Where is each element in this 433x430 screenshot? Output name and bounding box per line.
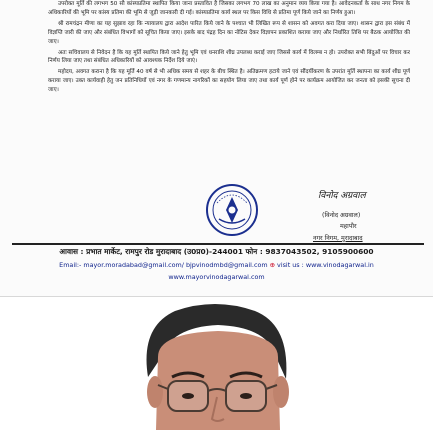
footer-address: आवास : प्रभात मार्केट, रामपुर रोड मुरादाबाद (उ0प्र0)-244001 फोन : 9837043502, 9105900600 [59, 247, 374, 256]
paragraph-4: महोदय, अवगत कराना है कि यह मूर्ति 40 वर्ष से भी अधिक समय से शहर के बीच स्थित है। अतिक्रमण हटाये जाने एवं सौंदर्यीकरण के उपरांत मूर्ति स्थापना का कार्य शीघ्र पूर्ण कराया जाए। उक्त कार्यवाही हेतु जन प्रतिनिधियों एवं नगर के गणमान्य नागरिकों का सहयोग लिया जाए तथा कार्य पूर्ण होने पर कार्यक्रम आयोजित कर जनता को इसकी सूचना दी जाए। [48, 69, 410, 94]
footer-visit: visit us : www.vinodagarwal.in [277, 261, 374, 269]
paragraph-2: श्री रामचंद्रन मीणा का यह सुझाव रहा कि न्यायालय द्वारा आदेश पारित किये जाने के पश्चात भी लिखित रूप से शासन को अवगत करा दिया जाए। शासन द्वारा इस संबंध में विज्ञप्ति जारी की जाए और संबंधित विभागों को सूचित किया जाए। इसके बाद पंद्रह दिन का नोटिस देकर विज्ञापन प्रकाशित कराया जाए और निर्धारित तिथि पर बैठक आयोजित की जाए। [48, 20, 410, 45]
mayor-seal-icon [205, 183, 259, 237]
signer-designation: महापौर [340, 223, 357, 230]
letter-body [48, 0, 410, 198]
handwritten-signature: विनोद अग्रवाल [318, 191, 366, 201]
footer-divider [12, 243, 424, 245]
footer-email: Email:- mayor.moradabad@gmail.com/ bjpvinodmbd@gmail.com [59, 261, 268, 269]
footer-website: www.mayorvinodagarwal.com [168, 273, 265, 281]
paragraph-3: अतः सचिवालय से निवेदन है कि यह मूर्ति स्थापित किये जाने हेतु भूमि एवं धनराशि शीघ्र उपलब्ध कराई जाए जिससे कार्य में विलम्ब न हो। उपरोक्त सभी बिंदुओं पर विचार कर निर्णय लिया जाए तथा संबंधित अधिकारियों को आवश्यक निर्देश दिये जाएं। [48, 49, 410, 65]
globe-icon: ⊕ [269, 261, 275, 269]
mayor-portrait-photo [0, 297, 433, 430]
signer-name: (विनोद अग्रवाल) [322, 212, 361, 219]
signer-office: नगर निगम, मुरादाबाद [313, 235, 363, 242]
footer-contacts [0, 261, 433, 269]
paragraph-1: उपरोक्त मूर्ति की लगभग 50 सौ कांस्यप्रतिमा स्थापित किया जाना प्रस्तावित है जिसका लगभग 70 लाख का अनुमान व्यय किया गया है। आवेदनकर्ता के साथ नगर निगम के अधिकारियों की भूमि पर कांस्य प्रतिमा की भूमि से जुड़ी जानकारी दी गई। कांस्यप्रतिमा कार्य स्थल पर किस विधि से प्रतिमा पूर्ण किये जाने का निर्णय हुआ। [48, 1, 410, 16]
